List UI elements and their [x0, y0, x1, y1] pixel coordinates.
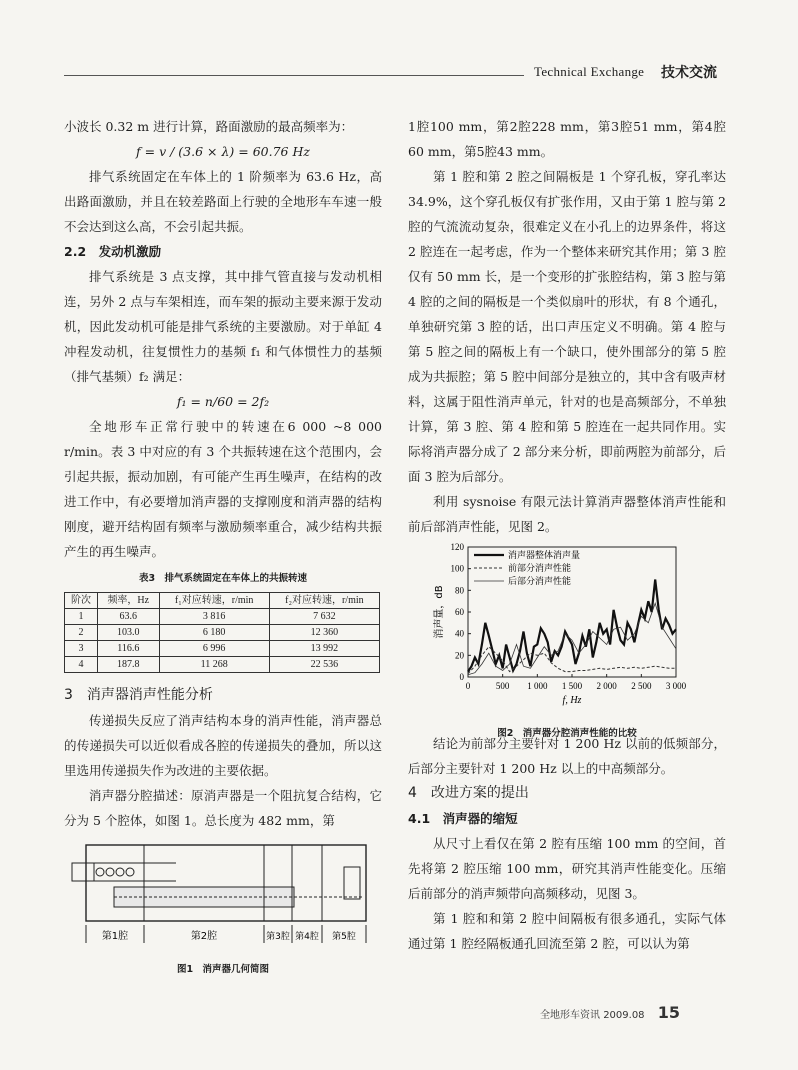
paragraph: 消声器分腔描述：原消声器是一个阻抗复合结构，它分为 5 个腔体，如图 1。总长度为 482 mm，第 [64, 788, 382, 828]
y-tick-label: 80 [455, 585, 464, 596]
muffler-figure [64, 841, 382, 975]
series-line-dashed [468, 647, 676, 674]
x-tick-label: 1 500 [561, 681, 583, 691]
table-row [65, 609, 380, 625]
chamber-label: 第1腔 [101, 931, 129, 942]
footer-journal: 全地形车资讯 [540, 1010, 600, 1021]
x-tick-label: 2 000 [596, 681, 617, 691]
muffler-performance-chart [408, 541, 726, 711]
figure1-caption: 图1 消声器几何简图 [176, 964, 270, 975]
subsection-heading-4-1: 4.1 消声器的缩短 [408, 811, 518, 826]
table-cell: 103.0 [97, 625, 159, 641]
table-cell: 116.6 [97, 641, 159, 657]
paragraph: 排气系统是 3 点支撑，其中排气管直接与发动机相连，另外 2 点与车架相连，而车架的振动主要来源于发动机，因此发动机可能是排气系统的主要激励。对于单缸 4 冲程发动机，往复惯性力的基频 f₁ 和气体惯性力的基频（排气基频）f₂ 满足： [64, 269, 382, 384]
table-cell: 2 [65, 625, 98, 641]
table-cell: 4 [65, 657, 98, 673]
x-tick-label: 1 000 [527, 681, 548, 691]
x-tick-label: 500 [495, 681, 510, 691]
x-tick-label: 0 [465, 681, 471, 691]
table-cell: 11 268 [159, 657, 269, 673]
figure2 [408, 541, 726, 739]
chart-y-label: 消声量，dB [434, 585, 445, 639]
x-tick-label: 2 500 [631, 681, 652, 691]
resonance-table [64, 592, 380, 673]
table-row [65, 625, 380, 641]
figure2-caption: 图2 消声器分腔消声性能的比较 [497, 728, 637, 739]
table-cell: 22 536 [269, 657, 379, 673]
formula-base-frequency: f₁ = n/60 = 2f₂ [176, 394, 270, 409]
chamber-label: 第3腔 [266, 932, 290, 942]
table-header-cell: f₂对应转速，r/min [269, 593, 379, 609]
left-column [64, 114, 382, 975]
chamber-label: 第4腔 [295, 932, 319, 942]
table-cell: 7 632 [269, 609, 379, 625]
footer-date: 2009.08 [603, 1010, 645, 1021]
chamber-label: 第2腔 [190, 931, 218, 942]
table-cell: 3 816 [159, 609, 269, 625]
chamber-label: 第5腔 [332, 932, 356, 942]
table-header-row [65, 593, 380, 609]
x-tick-label: 3 000 [665, 681, 687, 691]
page-footer [540, 1003, 680, 1022]
table-row [65, 657, 380, 673]
legend-label: 后部分消声性能 [508, 577, 572, 587]
header-chinese: 技术交流 [661, 65, 717, 81]
paragraph: 排气系统固定在车体上的 1 阶频率为 63.6 Hz，高出路面激励，并且在较差路面上行驶的全地形车车速一般不会达到这么高，不会引起共振。 [64, 169, 382, 234]
chart-legend [474, 549, 580, 587]
header-rule [64, 75, 524, 76]
table-cell: 63.6 [97, 609, 159, 625]
table-cell: 1 [65, 609, 98, 625]
table-cell: 12 360 [269, 625, 379, 641]
table-cell: 187.8 [97, 657, 159, 673]
table-cell: 3 [65, 641, 98, 657]
table-header-cell: 阶次 [65, 593, 98, 609]
paragraph: 第 1 腔和第 2 腔之间隔板是 1 个穿孔板，穿孔率达 34.9%，这个穿孔板仅有扩张作用，又由于第 1 腔与第 2 腔的气流流动复杂，很难定义在小孔上的边界条件，将这 2 腔连在一起考虑，作为一个整体来研究其作用；第 3 腔仅有 50 mm 长，是一个变形的扩张腔结构，第 3 腔与第 4 腔的之间的隔板是一个类似扇叶的形状，有 8 个通孔，单独研究第 3 腔的话，出口声压定义不明确。第 4 腔与第 5 腔之间的隔板上有一个缺口，使外围部分的第 5 腔成为共振腔；第 5 腔中间部分是独立的，其中含有吸声材料，这属于阻性消声单元，针对的也是高频部分，不单独计算，第 3 腔、第 4 腔和第 5 腔连在一起共同作用。实际将消声器分成了 2 部分来分析，即前两腔为前部分，后面 3 腔为后部分。 [408, 169, 726, 484]
chart-series [468, 580, 676, 675]
formula-road-frequency: f = v / (3.6 × λ) = 60.76 Hz [136, 144, 310, 159]
paragraph: 结论为前部分主要针对 1 200 Hz 以前的低频部分，后部分主要针对 1 200 Hz 以上的中高频部分。 [408, 736, 726, 776]
y-tick-label: 0 [459, 672, 464, 682]
paragraph: 传递损失反应了消声结构本身的消声性能，消声器总的传递损失可以近似看成各腔的传递损失的叠加，所以这里选用传递损失作为改进的主要依据。 [64, 713, 382, 778]
section-heading-4: 4 改进方案的提出 [408, 785, 529, 801]
table-row [65, 641, 380, 657]
paragraph: 利用 sysnoise 有限元法计算消声器整体消声性能和前后部消声性能，见图 2。 [408, 494, 726, 534]
muffler-diagram [64, 841, 382, 947]
header-english: Technical Exchange [534, 64, 645, 79]
legend-label: 消声器整体消声量 [508, 551, 581, 561]
y-tick-label: 120 [450, 542, 464, 552]
series-line-thick [468, 580, 676, 672]
legend-label: 前部分消声性能 [508, 564, 572, 574]
y-tick-label: 100 [450, 563, 464, 574]
paragraph: 全地形车正常行驶中的转速在6 000 ~8 000 r/min。表 3 中对应的有 3 个共振转速在这个范围内，会引起共振，振动加剧，有可能产生再生噪声，在结构的改进工作中，有必要增加消声器的支撑刚度和消声器的结构刚度，避开结构固有频率与激励频率重合，减少结构共振产生的再生噪声。 [64, 419, 382, 559]
table-cell: 6 180 [159, 625, 269, 641]
paragraph: 小波长 0.32 m 进行计算，路面激励的最高频率为： [64, 119, 354, 134]
right-column [408, 114, 726, 956]
y-tick-label: 60 [455, 607, 464, 617]
table-header-cell: 频率，Hz [97, 593, 159, 609]
table-cell: 13 992 [269, 641, 379, 657]
table-caption: 表3 排气系统固定在车体上的共振转速 [138, 573, 308, 584]
subsection-heading-2-2: 2.2 发动机激励 [64, 244, 162, 259]
section-heading-3: 3 消声器消声性能分析 [64, 687, 213, 703]
table-cell: 6 996 [159, 641, 269, 657]
paragraph: 1腔100 mm，第2腔228 mm，第3腔51 mm，第4腔60 mm，第5腔43 mm。 [408, 119, 726, 159]
paragraph: 从尺寸上看仅在第 2 腔有压缩 100 mm 的空间，首先将第 2 腔压缩 100 mm，研究其消声性能变化。压缩后前部分的消声频带向高频移动，见图 3。 [408, 836, 726, 901]
page-number: 15 [657, 1003, 680, 1022]
y-tick-label: 40 [455, 628, 464, 639]
y-tick-label: 20 [455, 650, 464, 661]
table-header-cell: f₁对应转速，r/min [159, 593, 269, 609]
paragraph: 第 1 腔和和第 2 腔中间隔板有很多通孔，实际气体通过第 1 腔经隔板通孔回流至第 2 腔，可以认为第 [408, 911, 726, 951]
chart-x-label: f, Hz [562, 695, 582, 706]
